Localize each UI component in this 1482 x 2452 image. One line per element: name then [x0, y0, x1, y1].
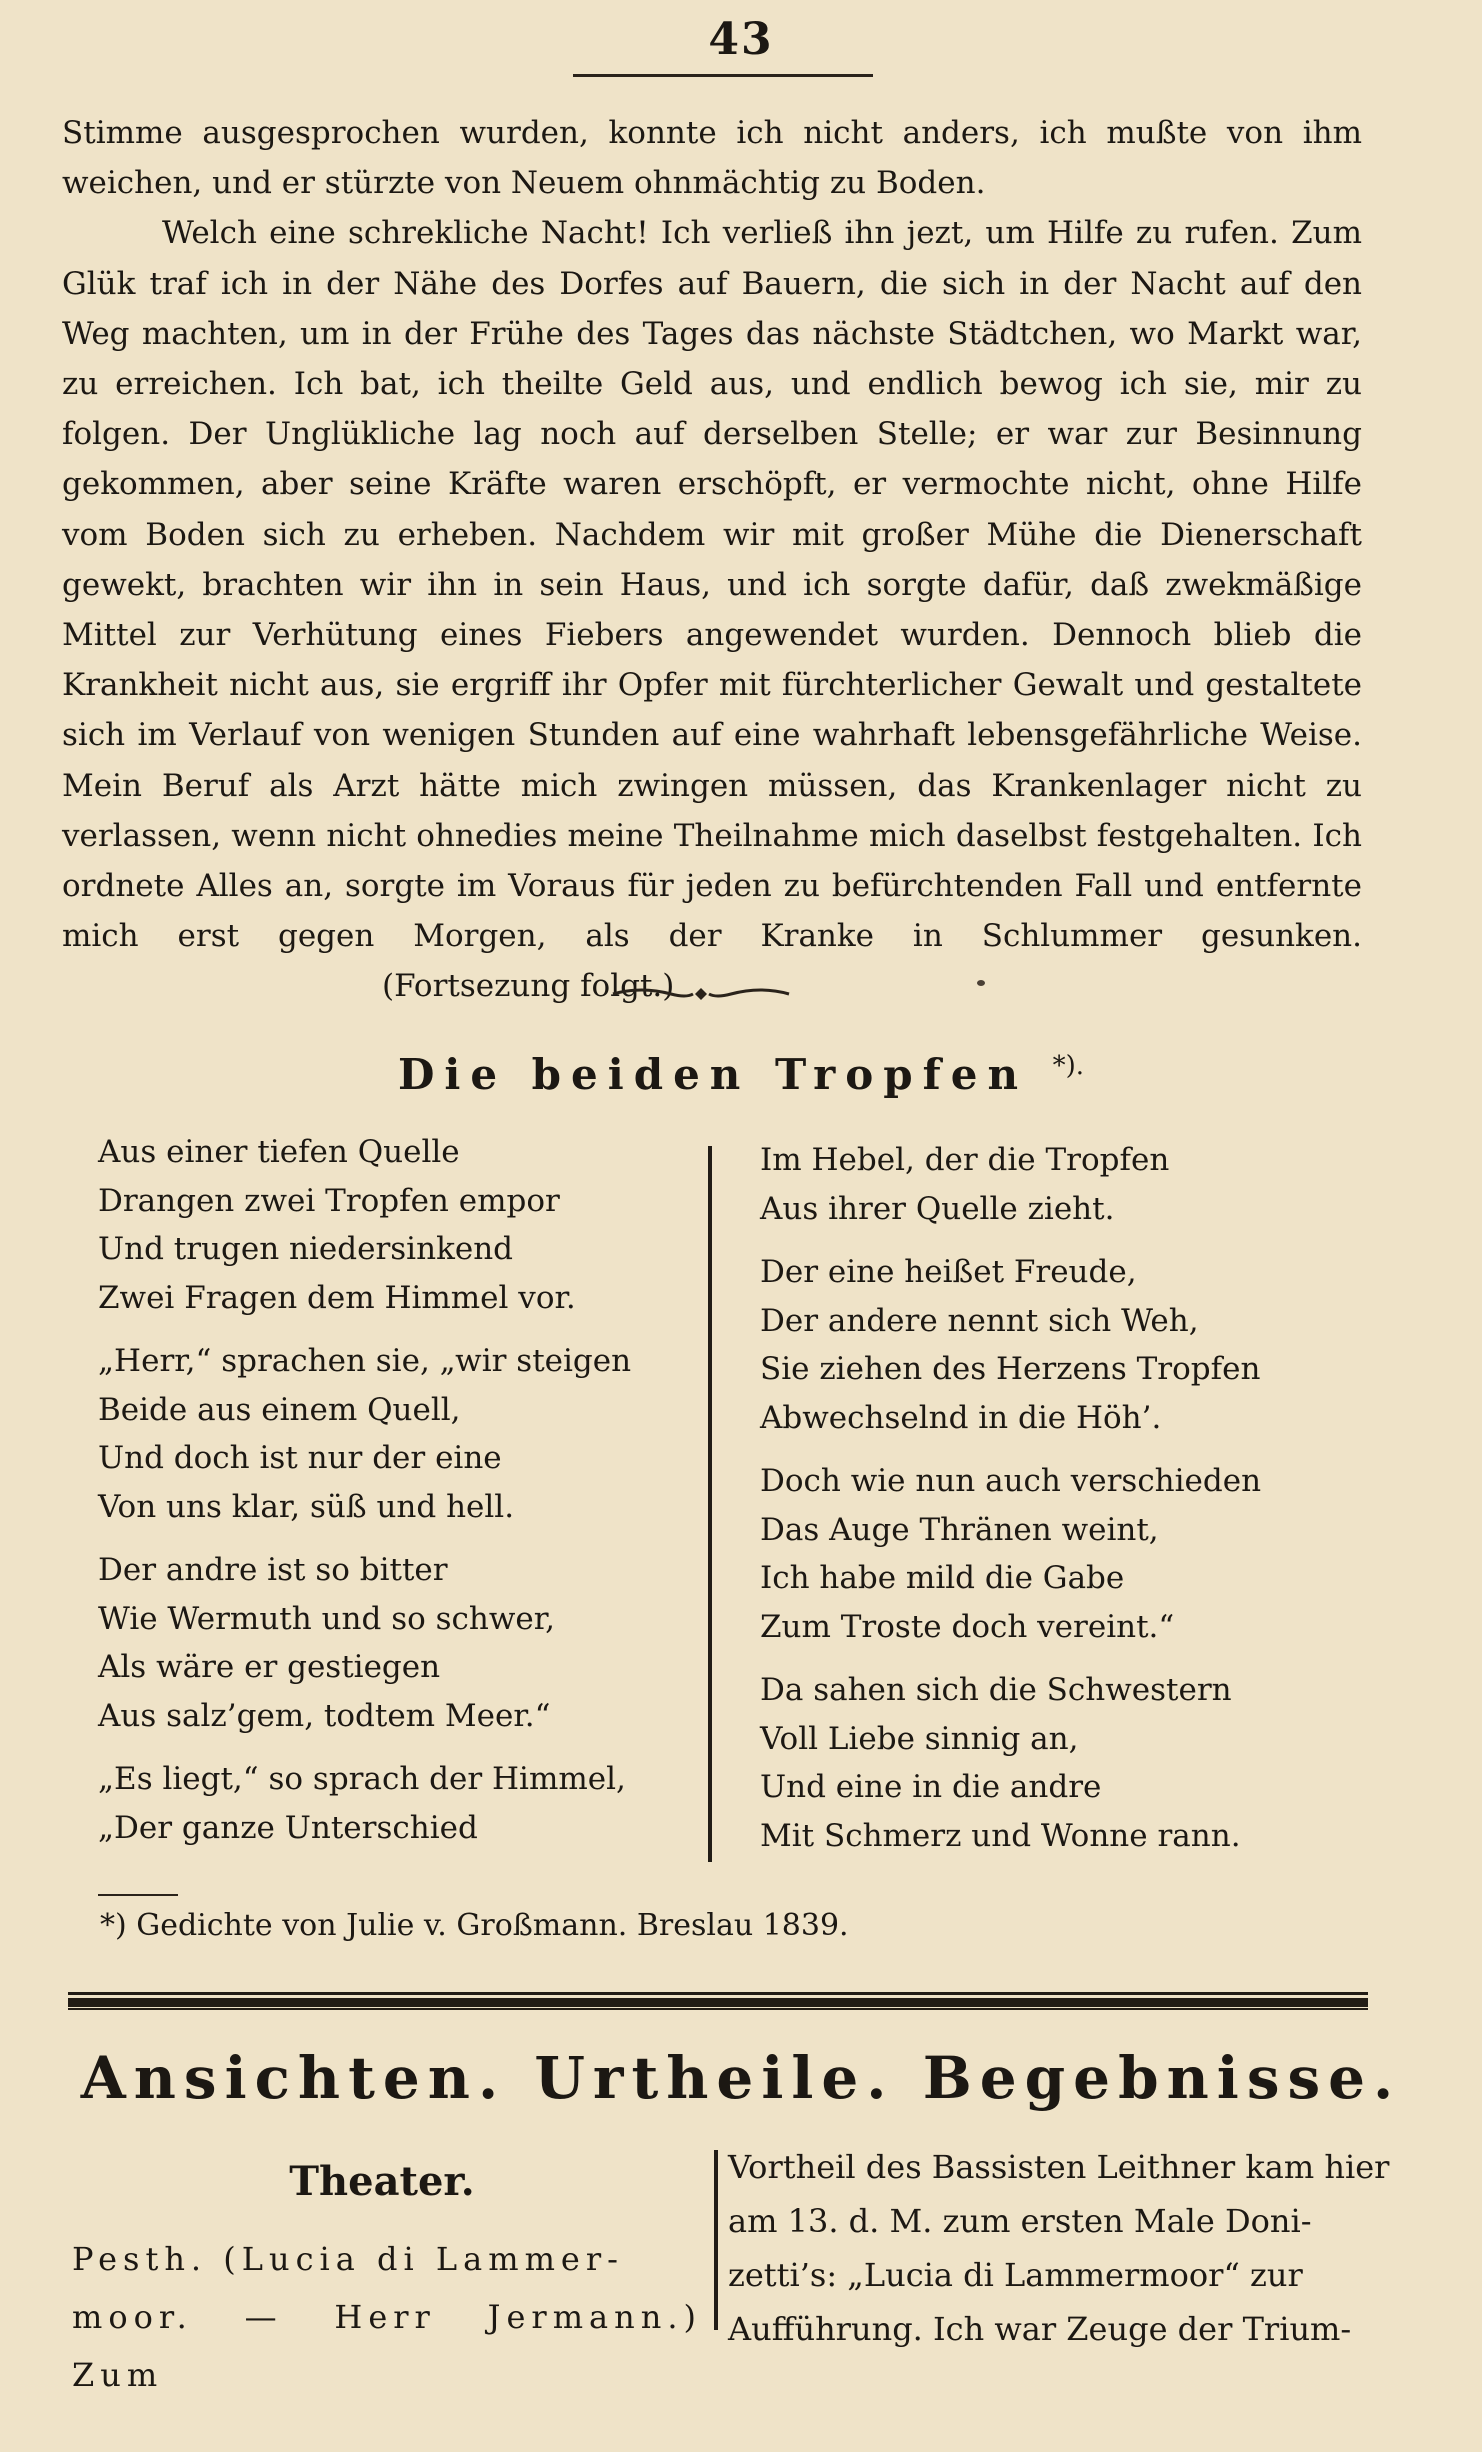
verse-line: Drangen zwei Tropfen empor — [98, 1182, 560, 1219]
verse-line: Der andre ist so bitter — [98, 1552, 448, 1588]
verse-line: Sie ziehen des Herzens Tropfen — [760, 1351, 1261, 1387]
verse-line: Aus salz’gem, todtem Meer.“ — [98, 1697, 551, 1734]
poem-title-text: Die beiden Tropfen — [397, 1050, 1028, 1099]
text-line: zetti’s: „Lucia di Lammermoor“ zur — [728, 2256, 1303, 2294]
stanza — [760, 1136, 1400, 1233]
poem-title — [0, 1050, 1482, 1099]
ink-speck — [977, 980, 985, 986]
text-line: Vortheil des Bassisten Leithner kam hier — [728, 2148, 1390, 2186]
verse-line: Beide aus einem Quell, — [98, 1391, 461, 1428]
continuation-note: (Fortsezung folgt.) — [382, 968, 675, 1005]
verse-line: Zum Troste doch vereint.“ — [760, 1608, 1175, 1645]
text-line: Pesth. (Lucia di Lammer- — [72, 2240, 624, 2278]
poem-right-column — [760, 1136, 1400, 1875]
section-title: Ansichten. Urtheile. Begebnisse. — [80, 2044, 1402, 2112]
footnote-rule — [98, 1894, 178, 1896]
stanza — [760, 1666, 1400, 1860]
verse-line: Im Hebel, der die Tropfen — [760, 1142, 1170, 1178]
verse-line: Ich habe mild die Gabe — [760, 1560, 1125, 1596]
verse-line: Das Auge Thränen weint, — [760, 1511, 1159, 1548]
verse-line: „Herr,“ sprachen sie, „wir steigen — [98, 1343, 632, 1379]
page-number: 43 — [708, 14, 774, 65]
verse-line: Doch wie nun auch verschieden — [760, 1463, 1262, 1499]
verse-line: Mit Schmerz und Wonne rann. — [760, 1817, 1241, 1854]
ornament-divider — [611, 982, 791, 1006]
story-continuation — [62, 108, 1362, 1012]
verse-line: Der andere nennt sich Weh, — [760, 1302, 1199, 1339]
theater-heading: Theater. — [289, 2158, 475, 2205]
stanza — [760, 1248, 1400, 1442]
footnote: *) Gedichte von Julie v. Großmann. Breslau 1839. — [100, 1908, 849, 1943]
column-divider — [714, 2150, 718, 2330]
text-line: am 13. d. M. zum ersten Male Doni- — [728, 2202, 1312, 2240]
stanza — [98, 1337, 688, 1531]
theater-right-column — [728, 2140, 1390, 2356]
verse-line: Als wäre er gestiegen — [98, 1649, 441, 1685]
verse-line: Aus einer tiefen Quelle — [98, 1134, 460, 1170]
column-divider — [708, 1146, 712, 1862]
verse-line: Aus ihrer Quelle zieht. — [760, 1190, 1115, 1227]
text-line: Aufführung. Ich war Zeuge der Trium- — [728, 2310, 1352, 2348]
verse-line: Und doch ist nur der eine — [98, 1440, 502, 1476]
stanza — [98, 1128, 688, 1322]
text-line: moor. — Herr Jermann.) Zum — [72, 2298, 702, 2394]
header-rule — [573, 74, 873, 77]
verse-line: Von uns klar, süß und hell. — [98, 1488, 515, 1525]
stanza — [98, 1755, 688, 1852]
verse-line: Und trugen niedersinkend — [98, 1231, 514, 1267]
paragraph — [62, 208, 1362, 1011]
paragraph-text: Welch eine schrekliche Nacht! Ich verließ ihn jezt, um Hilfe zu rufen. Zum Glük traf ich in der Nähe des Dorfes auf Bauern, die sich in der Nacht auf den Weg machten, um in der Frühe des Tages das nächste Städtchen, wo Markt war, zu erreichen. Ich bat, ich theilte Geld aus, und endlich bewog ich sie, mir zu folgen. Der Unglükliche lag noch auf derselben Stelle; er war zur Besinnung gekommen, aber seine Kräfte waren erschöpft, er vermochte nicht, ohne Hilfe vom Boden sich zu erheben. Nachdem wir mit großer Mühe die Dienerschaft gewekt, brachten wir ihn in sein Haus, und ich sorgte dafür, daß zwekmäßige Mittel zur Verhütung eines Fiebers angewendet wurden. Dennoch blieb die Krankheit nicht aus, sie ergriff ihr Opfer mit fürchterlicher Gewalt und gestaltete sich im Verlauf von wenigen Stunden auf eine wahrhaft lebensgefährliche Weise. Mein Beruf als Arzt hätte mich zwingen müssen, das Krankenlager nicht zu verlassen, wenn nicht ohnedies meine Theilnahme mich daselbst festgehalten. Ich ordnete Alles an, sorgte im Voraus für jeden zu befürchtenden Fall und entfernte mich erst gegen Morgen, als der Kranke in Schlummer gesunken. — [62, 215, 1362, 955]
verse-line: Zwei Fragen dem Himmel vor. — [98, 1279, 576, 1316]
verse-line: Wie Wermuth und so schwer, — [98, 1600, 556, 1637]
verse-line: Und eine in die andre — [760, 1769, 1102, 1805]
poem-left-column — [98, 1128, 688, 1867]
footnote-marker: *). — [1052, 1051, 1085, 1081]
stanza — [98, 1546, 688, 1740]
verse-line: Voll Liebe sinnig an, — [760, 1720, 1079, 1757]
verse-line: „Der ganze Unterschied — [98, 1809, 478, 1846]
verse-line: Der eine heißet Freude, — [760, 1254, 1137, 1290]
verse-line: Abwechselnd in die Höh’. — [760, 1399, 1162, 1436]
theater-left-column — [72, 2230, 702, 2404]
stanza — [760, 1457, 1400, 1651]
verse-line: Da sahen sich die Schwestern — [760, 1672, 1232, 1708]
paragraph: Stimme ausgesprochen wurden, konnte ich nicht anders, ich mußte von ihm weichen, und er stürzte von Neuem ohnmächtig zu Boden. — [62, 115, 1362, 202]
verse-line: „Es liegt,“ so sprach der Himmel, — [98, 1761, 626, 1797]
section-rule — [68, 1992, 1368, 2010]
